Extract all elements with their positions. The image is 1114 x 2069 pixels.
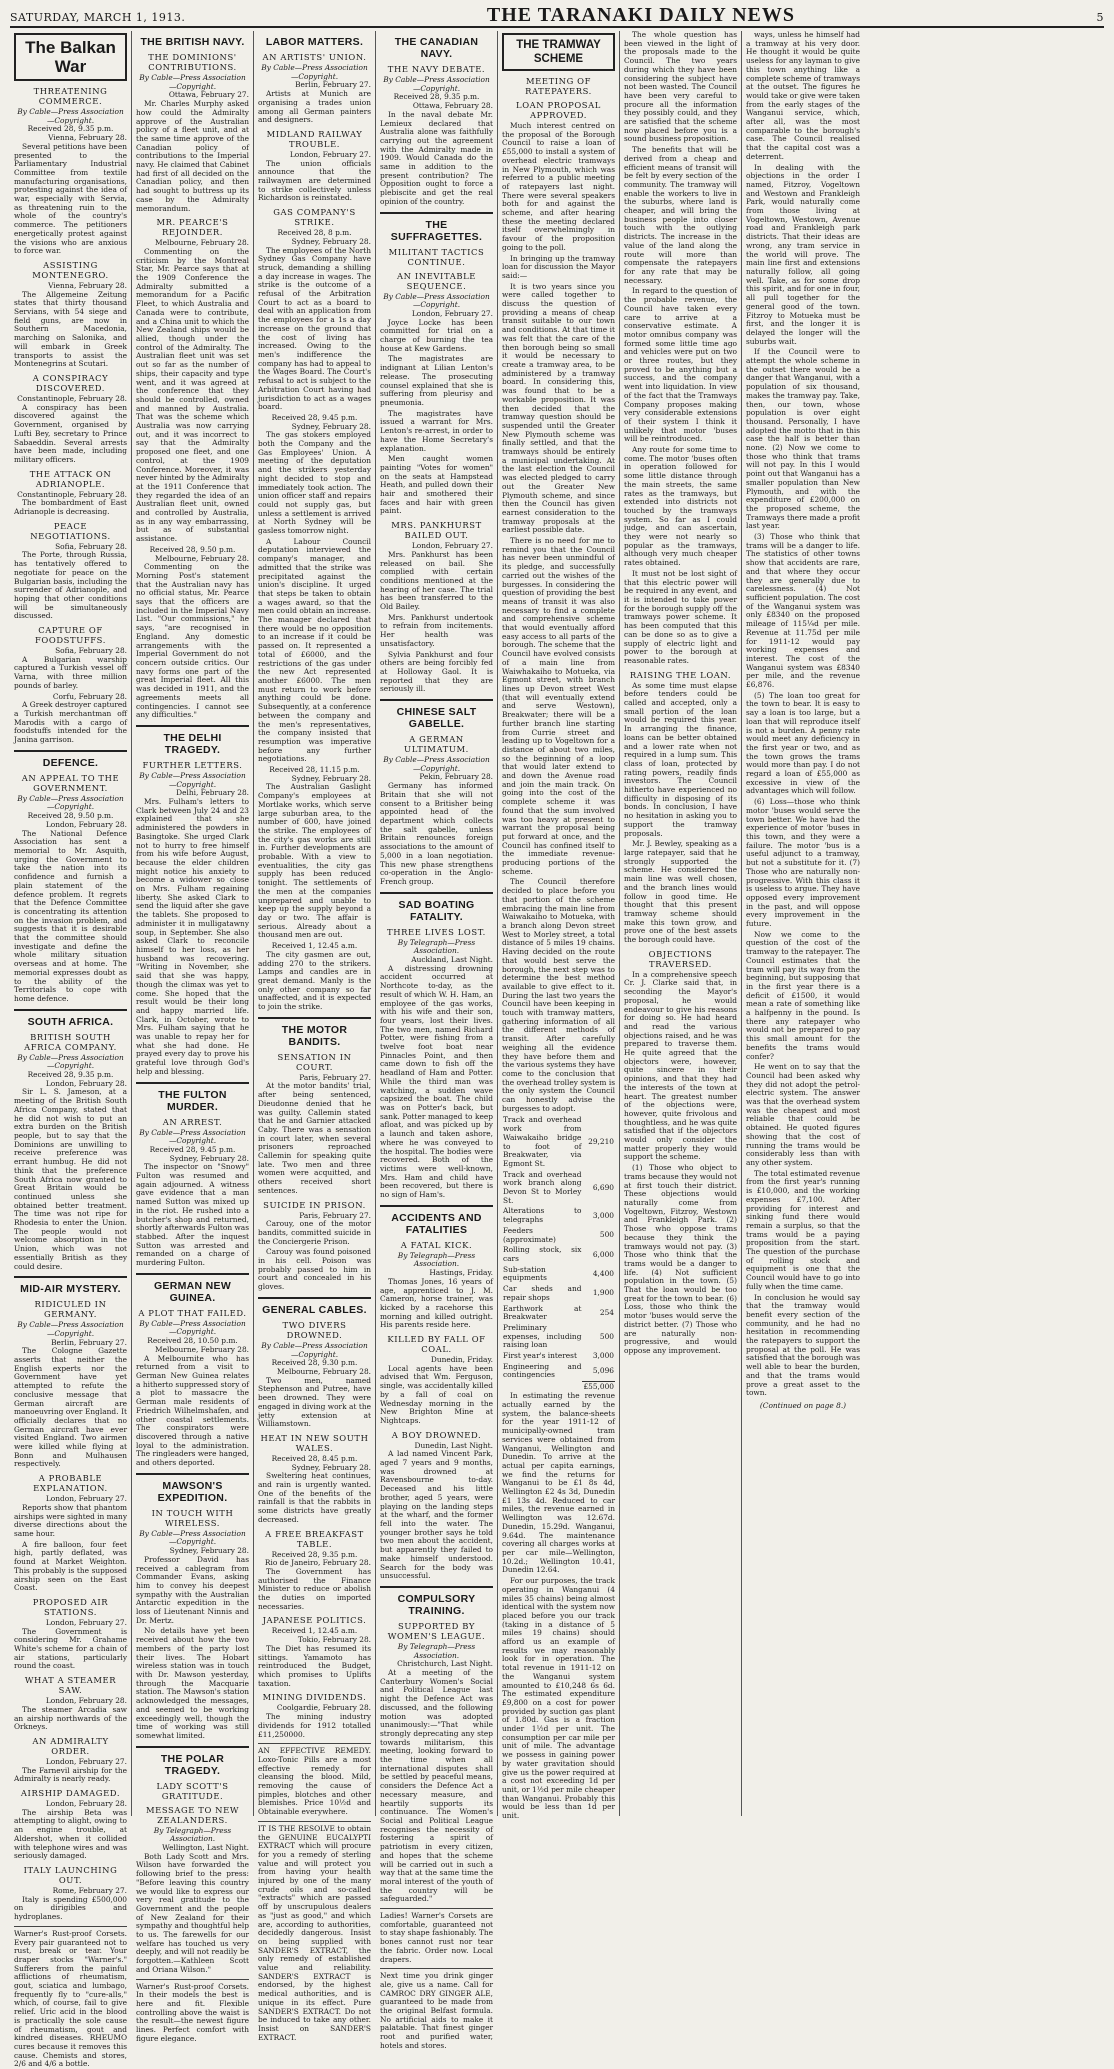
cost-row <box>502 1206 615 1225</box>
subheading: MIDLAND RAILWAY TROUBLE. <box>266 128 363 149</box>
dateline: London, February 27. <box>45 1494 127 1504</box>
subheading: AN INEVITABLE SEQUENCE. <box>397 270 476 291</box>
subheading: AN ADMIRALTY ORDER. <box>32 1735 109 1756</box>
article-paragraph: The steamer Arcadia saw an airship northwards of the Orkneys. <box>14 1704 127 1732</box>
cost-row <box>502 1245 615 1264</box>
dateline: London, February 27. <box>411 541 493 551</box>
article-paragraph: Carouy, one of the motor bandits, committed suicide in the Conciergerie Prison. <box>258 1219 371 1246</box>
section-heading: CHINESE SALT GABELLE. <box>396 706 477 731</box>
dateline: Sydney, February 28. <box>291 1462 371 1472</box>
article-paragraph: The magistrates are indignant at Lilian Lenton's release. The prosecuting counsel explained that she is suffering from pleurisy and pneumonia. <box>380 354 493 407</box>
cost-value: 1,900 <box>592 1288 614 1298</box>
subheading: AN ARTISTS' UNION. <box>262 52 367 62</box>
cost-value: 5,096 <box>592 1365 614 1375</box>
article-paragraph: The Diet has resumed its sittings. Yamamoto has reintroduced the Budget, which promises to Uplifts taxation. <box>258 1643 371 1688</box>
article-paragraph: Both Lady Scott and Mrs. Wilson have forwarded the following brief to the press: "Before leaving this country we would like to express our very real gratitude to the Government and the people of New Zealand for their sympathy and thoughtful help to us. The farewells for our welfare has touched us very deeply, and will not readily be forgotten.—Kathleen Scott and Oriana Wilson." <box>136 1851 249 1974</box>
received-line: Received 28, 9.30 p.m. <box>271 1358 358 1368</box>
received-line: Received 1, 12.45 a.m. <box>271 1626 358 1636</box>
subheading: A GERMAN ULTIMATUM. <box>404 734 469 755</box>
dateline: Vienna, February 28. <box>48 133 127 143</box>
section-heading: GERMAN NEW GUINEA. <box>153 1279 232 1304</box>
cost-value: 3,000 <box>592 1351 614 1361</box>
article-paragraph: The mining industry dividends for 1912 totalled £11,250000. <box>258 1712 371 1739</box>
article-paragraph: Professor David has received a cablegram from Commander Evans, asking him to convey his deepest sympathy with the Australian Antarctic expedition in the loss of Lieutenant Ninnis and Dr. Mertz. <box>136 1554 249 1625</box>
section-heading: GENERAL CABLES. <box>262 1303 367 1316</box>
subheading: A FREE BREAKFAST TABLE. <box>265 1528 364 1549</box>
dateline: London, February 27. <box>411 308 493 318</box>
subheading: OBJECTIONS TRAVERSED. <box>648 948 713 969</box>
byline: By Telegraph—Press Association. <box>397 1250 476 1269</box>
cost-row <box>502 1265 615 1284</box>
article-paragraph: The city gasmen are out, adding 270 to the strikers. Lamps and candles are in great demand. Manly is the only other company so far unaffected, and it is expected to join the strike. <box>258 949 371 1012</box>
article-paragraph: Mrs. Pankhurst undertook to refrain from incitements. Her health was unsatisfactory. <box>380 612 493 648</box>
cost-estimate-table <box>502 1115 615 1392</box>
byline: By Cable—Press Association—Copyright. <box>139 1127 246 1146</box>
section-heading: LABOR MATTERS. <box>265 36 364 48</box>
received-line: Received 1, 12.45 a.m. <box>271 941 358 951</box>
dateline: London, February 27. <box>45 1617 127 1627</box>
cost-value: 254 <box>599 1307 614 1317</box>
cost-item: Preliminary expenses, including raising loan <box>503 1322 582 1350</box>
dateline: Corfu, February 28. <box>52 691 127 701</box>
received-line: Received 28, 11.15 p.m. <box>269 765 360 775</box>
article-paragraph: Italy is spending £500,000 on dirigibles and hydroplanes. <box>14 1894 127 1922</box>
cost-value: 29,210 <box>588 1137 614 1147</box>
article-paragraph: ways, unless he himself had a tramway at his very door. He thought it would be quite useless for any layman to give this town anything like a complete scheme of tramways at the outset. The figures he would take or give were taken from the early stages of the Wanganui service, which, after all, was the most comparable to the borough's case. The Council realised that the capital cost was a deterrent. <box>746 30 860 161</box>
article-paragraph: The Government is considering Mr. Grahame White's scheme for a chain of air stations, particularly round the coast. <box>14 1626 127 1671</box>
cost-value: 500 <box>599 1230 614 1240</box>
dateline: Ottawa, February 27. <box>168 90 249 100</box>
received-line: Received 28, 8.45 p.m. <box>271 1453 358 1463</box>
subheading: THE NAVY DEBATE. <box>387 64 486 74</box>
masthead <box>10 4 1104 28</box>
dateline: Paris, February 27. <box>299 1072 371 1082</box>
subheading: AN APPEAL TO THE GOVERNMENT. <box>21 772 120 793</box>
article-paragraph: As some time must elapse before tenders could be called and accepted, only a small portion of the loan would be required this year. In arranging the finance, loans can be better obtained and a lower rate when not required in a lump sum. This class of loan, protected by rating powers, readily finds investors. The Council hitherto have experienced no difficulty in disposing of its bonds. In conclusion, I have no hesitation in asking you to support the tramway proposals. <box>624 680 737 838</box>
divider <box>258 1297 371 1299</box>
cost-row <box>502 1115 615 1169</box>
cost-item: Track and overhead work from Waiwakaiho bridge to foot of Breakwater, via Egmont St. <box>503 1115 582 1168</box>
dateline: Sydney, February 28. <box>291 773 371 783</box>
subheading: ASSISTING MONTENEGRO. <box>32 259 109 280</box>
subheading: SUPPORTED BY WOMEN'S LEAGUE. <box>387 1620 486 1641</box>
article-paragraph: Commenting on the Morning Post's statement that the Australian navy has no official status, Mr. Pearce says that the officers are included in the Imperial Navy List. "Our commissions," he says, "are recognised in England. Any domestic arrangements with the Imperial Government do not concern outside critics. Our navy forms one part of the great Imperial fleet. All this was decided in 1911, and the agreements meets all contingencies. I cannot see any difficulties." <box>136 562 249 720</box>
advertisement: Next time you drink ginger ale, give us a name. Call for CAMROC DRY GINGER ALE, guaranteed to be made from the original Belfast formula. No artificial aids to make it palatable. That finest ginger root and purified water, hotels and stores. <box>380 1968 493 2050</box>
article-paragraph: For our purposes, the track operating in Wanganui (4 miles 35 chains) being almost identical with the system now placed before you our track (taking in a distance of 5 miles 19 chains) should afford us an example of results we may reasonably look for in operation. The total revenue in 1911-12 on the Wanganui system amounted to £10,248 6s 6d. The estimated expenditure £9,800 on a cost for power provided by suction gas plant of 1.80d. Gas is a fraction under 1½d per unit. The consumption per car mile per unit of mile. The advantage we possess in gaining power by water gravitation should give us the power required at a cost not exceeding 1d per unit, or 1½d per mile cheaper than Wanganui. Probably this would be less than 1d per unit. <box>502 1576 615 1821</box>
subheading: A PROBABLE EXPLANATION. <box>33 1473 108 1494</box>
article-paragraph: Commenting on the criticism by the Montreal Star, Mr. Pearce says that at the 1909 Conference the Admiralty submitted a memorandum for a Pacific Fleet, to which Australia and Canada were to contribute, and a China unit to which the New Zealand ships would be allied, though under the control of the Admiralty. The Australian fleet unit was set out so far as the number of ships, their capacity and type went, and it was agreed at the conference that they should be controlled, owned and manned by Australia. That was the scheme which Australia was now carrying out, and it was incorrect to say that the Admiralty proposed one fleet, and one control, at the 1909 Conference. Moreover, it was never hinted by the Admiralty at the 1911 Conference that they regarded the idea of an Australian fleet unit, owned and controlled by Australia, as in any way embarrassing, but as of substantial assistance. <box>136 246 249 544</box>
article-paragraph: The Australian Gaslight Company's employees at Mortlake works, which serve large suburban area, to the number of 600, have joined the strike. The employees of the city's gas works are still in. Further developments are probable. With a view to eventualities, the city gas supply has been reduced tonight. The settlements of the men at the companies unprepared and unable to keep up the supply beyond a day or two. The affair is serious. Already about a thousand men are out. <box>258 782 371 940</box>
article-paragraph: At a meeting of the Canterbury Women's Social and Political League last night the Defence Act was discussed, and the following motion was adopted unanimously:—"That while strongly deprecating any step towards militarism, this meeting, looking forward to the time when all international disputes shall be settled by peaceful means, considers the Defence Act a necessary measure, and heartily supports its continuance. The Women's Social and Political League recognises the necessity of fostering a spirit of patriotism in every citizen, and hopes that the scheme will be carried out in such a way that at the same time the moral interest of the youth of the country will be safeguarded." <box>380 1668 493 1904</box>
divider <box>380 699 493 701</box>
subheading: WHAT A STEAMER SAW. <box>24 1675 117 1696</box>
dateline: Berlin, February 27. <box>295 80 371 90</box>
byline: By Cable—Press Association—Copyright. <box>261 1340 368 1359</box>
byline: By Cable—Press Association—Copyright. <box>17 1320 124 1338</box>
cost-row <box>502 1170 615 1207</box>
subheading: LOAN PROPOSAL APPROVED. <box>516 100 601 120</box>
article-paragraph: At the motor bandits' trial, after being sentenced, Dieudonne denied that he was guilty. Callemin stated that he and Garnier attacked Caby. There was a sensation in court later, when several prisoners reproached Callemin for speaking quite late. Two men and three women were acquitted, and others received short sentences. <box>258 1081 371 1195</box>
byline: By Cable—Press Association—Copyright. <box>139 1318 246 1337</box>
tramway-scheme-banner: THE TRAMWAY SCHEME <box>502 33 615 71</box>
dateline: Constantinople, February 28. <box>17 393 127 403</box>
section-heading: DEFENCE. <box>42 756 99 769</box>
cost-value: 6,000 <box>592 1249 614 1259</box>
dateline: Auckland, Last Night. <box>411 955 493 965</box>
cost-item: Earthwork at Breakwater <box>503 1303 582 1322</box>
advertisement: Warner's Rust-proof Corsets. Every pair guaranteed not to rust, break or tear. Your draper stocks "Warner's." Sufferers from the painful afflictions of rheumatism, gout, sciatica and lumbago, frequently fly to "cure-alls," which, of course, fail to give relief. Uric acid in the blood is practically the sole cause of rheumatism, gout and kindred diseases. RHEUMO cures because it removes this cause. Chemists and stores, 2/6 and 4/6 a bottle. <box>14 1926 127 2069</box>
dateline: Coolgardie, February 28. <box>276 1703 371 1713</box>
article-paragraph: In dealing with the objections in the order I named, Fitzroy, Vogeltown and Westown and Frankleigh Park, would naturally come from those living at Vogeltown, Westown, Avenue road and Frankleigh park districts. That their ideas are wrong, any tram service in the world will prove. The main line first and extensions naturally follow, all going well. Take, as for some drop this spirit, and for one in four, all pull together for the general good of the town. Fitzroy to Motueka must be first, and the longer it is delayed the longer will the suburbs wait. <box>746 162 860 346</box>
section-heading: THE BRITISH NAVY. <box>140 36 245 48</box>
section-heading: THE FULTON MURDER. <box>158 1088 227 1113</box>
article-paragraph: Artists at Munich are organising a trades union among all German painters and designers. <box>258 89 371 125</box>
cost-item: Rolling stock, six cars <box>503 1245 582 1263</box>
received-line: Received 28, 9.35 p.m. <box>27 1070 114 1080</box>
subheading: AIRSHIP DAMAGED. <box>20 1788 121 1799</box>
article-paragraph: The inspector on "Snowy" Fulton was resumed and again adjourned. A witness gave evidence that a man named Sutton was mixed up in the riot. He rushed into a butcher's shop and returned, shortly afterwards Fulton was stabbed. After the inquest Sutton was arrested and remanded on a charge of murdering Fulton. <box>136 1162 249 1268</box>
article-paragraph: A lad named Vincent Park, aged 7 years and 9 months, was drowned at Ravensbourne to-day. Deceased and his little brother, aged 5 years, were playing on the landing steps at the wharf, and the former fell into the water. The younger brother says he told two men about the accident, but apparently they failed to make himself understood. Search for the body was unsuccessful. <box>380 1449 493 1581</box>
article-paragraph: In the naval debate Mr. Lemieux declared that Australia alone was faithfully carrying out the agreement with the Admiralty made in 1909. Would Canada do the same in addition to the present contribution? The Opposition ought to force a plebiscite and get the real opinion of the country. <box>380 109 493 206</box>
dateline: Rome, February 27. <box>52 1885 127 1895</box>
subheading: SUICIDE IN PRISON. <box>263 1199 366 1210</box>
column-2 <box>132 31 254 2043</box>
advertisement: AN EFFECTIVE REMEDY. Loxo-Tonic Pills are a most effective remedy for cleansing the blood. Mild, removing the cause of pimples, blotches and other blemishes. Price 10½d and Obtainable everywhere. <box>258 1743 371 1817</box>
cost-value: 4,400 <box>592 1269 614 1279</box>
article-paragraph: Men caught women painting "Votes for women" on the seats at Hampstead Heath, and pulled down their hair and smothered their faces and hair with green paint. <box>380 454 493 516</box>
article-paragraph: The Allgemeine Zeitung states that thirty thousand Servians, with 54 siege and field guns, are now in Southern Macedonia, marching on Salonika, and will embark in Greek transports to assist the Montenegrins at Scutari. <box>14 289 127 369</box>
article-paragraph: Any route for some time to come. The motor 'buses often in operation followed for some little distance through the main streets, the same rates as the tramways, but extended into districts not touched by the tramways system. So far as I could judge, and can ascertain, they were not nearly so popular as the tramways, although very much cheaper rates obtained. <box>624 445 737 568</box>
column-7 <box>742 31 864 1816</box>
article-paragraph: Sylvia Pankhurst and four others are being forcibly fed at Holloway Gaol. It is reported that they are seriously ill. <box>380 649 493 694</box>
subheading: MEETING OF RATEPAYERS. <box>525 76 592 96</box>
article-paragraph: The benefits that will be derived from a cheap and efficient means of transit will be felt by every section of the community. The tramway will enable the workers to live in the suburbs, where land is cheaper, and will bring the business people into closer touch with the outlying districts. The increase in the value of the land along the route will more than compensate the ratepayers for any rate that may be necessary. <box>624 145 737 285</box>
dateline: London, February 28. <box>45 819 127 829</box>
dateline: London, February 28. <box>45 1078 127 1088</box>
divider <box>136 1746 249 1748</box>
section-heading: THE POLAR TRAGEDY. <box>160 1752 225 1777</box>
article-paragraph: The National Defence Association has sent a memorial to Mr. Asquith, urging the Government to take the nation into its confidence and furnish a plain statement of the defence problem. It regrets that the Defence Committee is concentrating its attention on the invasion problem, and suggests that it is desirable that the committee should investigate and define the whole military situation overseas and at home. The memorial expresses doubt as to the ability of the Territorials to cope with home defence. <box>14 828 127 1003</box>
article-paragraph: The magistrates have issued a warrant for Mrs. Lenton's re-arrest, in order to have the Home Secretary's explanation. <box>380 408 493 453</box>
cost-row <box>502 1226 615 1245</box>
article-paragraph: The employees of the North Sydney Gas Company have struck, demanding a shilling a day increase in wages. The strike is the outcome of a refusal of the Arbitration Court to act as a board to deal with an application from the employees for a 1s a day increase on the ground that the cost of living has increased. Owing to the men's indifference the company has had to appeal to the Wages Board. The Court's refusal to act is subject to the Arbitration Court having had jurisdiction to act as a wages board. <box>258 245 371 412</box>
subheading: PEACE NEGOTIATIONS. <box>30 520 111 541</box>
byline: By Cable—Press Association—Copyright. <box>383 755 490 773</box>
column-3 <box>254 31 376 2042</box>
dateline: Christchurch, Last Night. <box>397 1659 493 1669</box>
dateline: Wellington, Last Night. <box>162 1843 249 1853</box>
subheading: THREE LIVES LOST. <box>387 926 486 937</box>
byline: By Cable—Press Association—Copyright. <box>383 75 490 93</box>
advertisement: Warner's Rust-proof Corsets. In their models the best is here and fit. Flexible controlling above the waist is the result—the newest figure lines. Perfect comfort with figure elegance. <box>136 1979 249 2044</box>
subheading: LADY SCOTT'S GRATITUDE. <box>156 1780 229 1801</box>
dateline: London, February 27. <box>45 1756 127 1766</box>
subheading: HEAT IN NEW SOUTH WALES. <box>260 1432 369 1453</box>
article-paragraph: The Council therefore decided to place before you that portion of the scheme embracing the main line from Waiwakaiho to Motueka, with a branch along Devon street West to Morley street, a total distance of 5 miles 19 chains. Having decided on the route that would best serve the borough, the next step was to determine the best method available to give effect to it. During the last two years the Council have been keeping in touch with tramway matters, gathering information of all the different methods of transit. After carefully weighing all the evidence they have before them and the various systems they have come to the conclusion that the overhead trolley system is the only system the Council can honestly advise the burgesses to adopt. <box>502 877 615 1113</box>
section-heading: SAD BOATING FATALITY. <box>398 898 475 923</box>
subheading: JAPANESE POLITICS. <box>262 1615 367 1626</box>
section-heading: MAWSON'S EXPEDITION. <box>157 1479 228 1504</box>
article-paragraph: If the Council were to attempt the whole scheme in the outset there would be a danger that Wanganui, with a population of six thousand, makes the tramway pay. Take, then, our town, whose population is over eight thousand. Personally, I have adopted the motto that in this case the half is better than none. (2) Now we come to those who think that trams will not pay. In this I would point out that Wanganui has a smaller population than New Plymouth, and with the expenditure of £200,000 on the proposed scheme, the Tramways there made a profit last year. <box>746 347 860 531</box>
received-line: Received 28, 10.50 p.m. <box>147 1336 238 1346</box>
article-paragraph: (6) Loss—those who think motor 'buses would serve the town better. We have had the experience of motor 'buses in this town, and they were a failure. The motor 'bus is a useful adjunct to a tramway, but not a substitute for it. (7) Those who are naturally non-progressive. With this class it is useless to argue. They have opposed every improvement in the past, and will oppose every improvement in the future. <box>746 797 860 929</box>
divider <box>380 892 493 894</box>
article-paragraph: In bringing up the tramway loan for discussion the Mayor said:— <box>502 253 615 280</box>
divider <box>136 1273 249 1275</box>
dateline: London, February 28. <box>45 1799 127 1809</box>
divider <box>380 1586 493 1588</box>
cost-value: 500 <box>599 1331 614 1341</box>
article-paragraph: The gas stokers employed both the Company and the Gas Employees' Union. A meeting of the deputation and the strikers yesterday night decided to stop and immediately took action. The union officer staff and repairs could not supply gas, but unless a settlement is arrived at North Sydney will be gasless tomorrow night. <box>258 430 371 536</box>
column-6 <box>620 31 742 1816</box>
cost-row <box>502 1284 615 1303</box>
received-line: Received 28, 9.35 p.m. <box>393 92 480 102</box>
byline: By Cable—Press Association—Copyright. <box>17 1052 124 1071</box>
dateline: Paris, February 27. <box>299 1210 371 1220</box>
received-line: Received 28, 9.35 p.m. <box>27 124 114 134</box>
article-paragraph: The Government has authorised the Finance Minister to reduce or abolish the duties on imported necessaries. <box>258 1566 371 1611</box>
dateline: Melbourne, February 28. <box>155 553 249 563</box>
dateline: Dunedin, Friday. <box>430 1355 493 1365</box>
byline: By Telegraph—Press Association. <box>397 937 476 956</box>
divider <box>14 1009 127 1011</box>
cost-item: Alterations to telegraphs <box>503 1206 582 1225</box>
section-heading: THE MOTOR BANDITS. <box>281 1023 348 1048</box>
cost-item: Feeders (approximate) <box>503 1225 556 1244</box>
article-paragraph: A fire balloon, four feet high, partly deflated, was found at Market Weighton. This probably is the supposed airship seen on the East Coast. <box>14 1539 127 1593</box>
article-paragraph: A Labour Council deputation interviewed the company's manager, and admitted that the strike was precipitated against the union's discipline. It urged that steps be taken to obtain a wages award, so that the men could obtain an increase. The manager declared that there would be no opposition to an increase if it could be passed on. It represented a total of £6000, and the restrictions of the gas under the new Act represented another £6000. The men must return to work before anything could be done. Subsequently, at a conference between the company and the men's representatives, the company insisted that resumption was imperative before any further negotiations. <box>258 536 371 764</box>
article-paragraph: Mr. Charles Murphy asked how could the Admiralty approve of the Australian policy of a fleet unit, and at the same time approve of the Canadian policy of contributions to the Imperial navy. He claimed that Cabinet had first of all decided on the Canadian policy, and then had sought to buttress up its case by the Admiralty memorandum. <box>136 99 249 213</box>
balkan-war-banner: The Balkan War <box>14 33 127 81</box>
byline: By Cable—Press Association—Copyright. <box>261 63 368 81</box>
section-heading: THE DELHI TRAGEDY. <box>163 731 222 756</box>
byline: By Cable—Press Association—Copyright. <box>17 107 124 125</box>
byline: By Cable—Press Association—Copyright. <box>139 1528 246 1547</box>
cost-item: Sub-station equipments <box>503 1264 547 1283</box>
subheading: RIDICULED IN GERMANY. <box>34 1299 107 1320</box>
article-paragraph: Germany has informed Britain that she will not consent to a Britisher being appointed head of the department which collects the salt gabelle, unless Britain renounces foreign associations to the amount of 5,000 in a loan negotiation. This new phase strengthens co-operation in the Anglo-French group. <box>380 781 493 886</box>
cost-item: Car sheds and repair shops <box>503 1284 582 1302</box>
subheading: THE ATTACK ON ADRIANOPLE. <box>29 468 112 489</box>
section-heading: MID-AIR MYSTERY. <box>20 1283 121 1296</box>
received-line: Received 28, 9.45 p.m. <box>271 412 358 422</box>
dateline: London, February 28. <box>45 1696 127 1706</box>
article-paragraph: In regard to the question of the probable revenue, the Council have taken every care to arrive at a conservative estimate. A motor omnibus company was formed some little time ago and vehicles were put on two or three routes, but they proved to be anything but a success, and the company went into liquidation. In view of the fact that the Tramways Company proposes making very considerable extensions of their system I think it unlikely that motor 'buses will be reintroduced. <box>624 286 737 444</box>
received-line: Received 28, 9.35 p.m. <box>271 1549 358 1559</box>
article-paragraph: The whole question has been viewed in the light of the proposals made to the Council. The two years during which they have been considering the subject have not been wasted. The Council have been very careful to procure all the information they possibly could, and they are satisfied that the scheme now placed before you is a sound business proposition. <box>624 30 737 144</box>
article-paragraph: Thomas Jones, 16 years of age, apprenticed to J. M. Cameron, horse trainer, was kicked by a racehorse this morning and killed outright. His parents reside here. <box>380 1276 493 1330</box>
subheading: BRITISH SOUTH AFRICA COMPANY. <box>24 1031 117 1052</box>
subheading: SENSATION IN COURT. <box>277 1051 352 1072</box>
article-paragraph: Carouy was found poisoned in his cell. Poison was probably passed to him in court and concealed in his gloves. <box>258 1247 371 1292</box>
issue-date: SATURDAY, MARCH 1, 1913. <box>10 11 186 24</box>
article-paragraph: The Cologne Gazette asserts that neither the English experts nor the Government have yet attempted to refute the conclusive message that German aircraft are manoeuvring over England. It officially declares that no German aircraft have ever visited England. Two airmen were killed while flying at Bonn and Mulhausen respectively. <box>14 1346 127 1469</box>
article-paragraph: Local agents have been advised that Wm. Ferguson, single, was accidentally killed by a fall of coal on Wednesday morning in the New Brighton Mine at Nightcaps. <box>380 1363 493 1425</box>
section-heading: THE CANADIAN NAVY. <box>394 36 479 60</box>
article-paragraph: The Porte, through Russia, has tentatively offered to negotiate for peace on the Bulgarian basis, including the surrender of Adrianople, and hoping that other conditions will be simultaneously discussed. <box>14 550 127 621</box>
cost-row <box>502 1304 615 1323</box>
subheading: TWO DIVERS DROWNED. <box>282 1319 347 1340</box>
column-5 <box>498 31 620 1821</box>
article-paragraph: The Farnevil airship for the Admiralty is nearly ready. <box>14 1765 127 1784</box>
subheading: PROPOSED AIR STATIONS. <box>32 1596 109 1617</box>
article-paragraph: Reports show that phantom airships were sighted in many diverse directions about the same hour. <box>14 1502 127 1538</box>
article-paragraph: It is two years since you were called together to discuss the question of providing a means of cheap transit suitable to our town and conditions. At that time it was felt that the care of the then borough being so small it would be necessary to create a tramway area, to be administered by a tramway board. In considering this, was found that to be a workable proposition. It was then decided that the tramway question should be suspended until the Greater New Plymouth scheme was finally settled, and that the tramways should be entirely a municipal undertaking. At the last election the Council was elected pledged to carry out the Greater New Plymouth scheme, and since then the Council has given earnest consideration to the tramway proposals at the earliest possible date. <box>502 281 615 535</box>
dateline: Constantinople, February 28. <box>17 489 127 499</box>
subheading: AN ARREST. <box>162 1116 223 1127</box>
advertisement: IT IS THE RESOLVE to obtain the GENUINE EUCALYPTI EXTRACT which will procure for you a remedy of sterling value and will protect you from having your health injured by one of the many crude oils and so-called "extracts" which are passed off by unscrupulous dealers as "just as good," and which are, according to authorities, decidedly dangerous. Insist on being supplied with SANDER'S EXTRACT, the only remedy of established value and reliability. SANDER'S EXTRACT is endorsed, by the highest medical authorities, and is unique in its effect. Pure SANDER'S EXTRACT. Do not be induced to take any other. Insist on SANDER'S EXTRACT. <box>258 1821 371 2043</box>
article-paragraph: (3) Those who think that trams will be a danger to life. The statistics of other towns show that accidents are rare, and that where they occur they are generally due to carelessness. (4) Not sufficient population. The cost of the Wanganui system was only £8340 on the proposed mileage of 115¼d per mile. Revenue at 11.75d per mile for 1911-12 would pay working expenses and interest. The cost of the Wanganui system was £8340 per mile, and the revenue £6,876. <box>746 532 860 690</box>
subheading: KILLED BY FALL OF COAL. <box>387 1334 486 1355</box>
dateline: Melbourne, February 28. <box>277 1367 371 1376</box>
dateline: Sydney, February 28. <box>291 421 371 431</box>
received-line: Received 28, 9.50 p.m. <box>149 544 236 554</box>
article-paragraph: In conclusion he would say that the tramway would benefit every section of the community, and he had no hesitation in recommending the ratepayers to support the proposal at the poll. He was satisfied that the borough was well able to bear the burden, and that the trams would prove a great asset to the town. <box>746 1292 860 1398</box>
article-paragraph: Sir L. S. Jameson, at a meeting of the British South Africa Company, stated that he did not wish to put an extra burden on the British people, but to say that the Dominions are unwilling to receive preference was errant humbug. He did not think that the preference South Africa now granted to Great Britain would be continued unless she obtained better treatment. The time was not ripe for Rhodesia to enter the Union. The people would not welcome absorption in the Union, which was not essentially British as they could desire. <box>14 1087 127 1271</box>
subheading: THE DOMINIONS' CONTRIBUTIONS. <box>148 52 237 72</box>
article-paragraph: A Greek destroyer captured a Turkish merchantman off Marodis with a cargo of foodstuffs intended for the Janina garrison. <box>14 700 127 745</box>
dateline: Vienna, February 28. <box>48 280 127 290</box>
subheading: CAPTURE OF FOODSTUFFS. <box>35 625 106 646</box>
divider <box>380 212 493 214</box>
article-paragraph: The union officials announce that the railwaymen are determined to strike collectively unless Richardson is reinstated. <box>258 158 371 203</box>
byline: By Cable—Press Association—Copyright. <box>139 770 246 789</box>
column-4 <box>376 31 498 2050</box>
subheading: MILITANT TACTICS CONTINUE. <box>388 246 485 267</box>
article-paragraph: The airship Beta was attempting to alight, owing to an engine trouble, at Aldershot, when it collided with telephone wires and was seriously damaged. <box>14 1807 127 1861</box>
article-paragraph: (1) Those who object to trams because they would not at first touch their district. These objections would naturally come from Vogeltown, Fitzroy, Westown and Frankleigh Park. (2) Those who oppose trams because they think the tramways would not pay. (3) Those who think that the trams would be a danger to life. (4) Not sufficient population in the town. (5) That the loan would be too great for the town to bear. (6) Loss, those who think the motor 'buses would serve the district better. (7) Those who are naturally non-progressive, and would oppose any improvement. <box>624 1163 737 1355</box>
divider <box>14 750 127 752</box>
article-paragraph: A Bulgarian warship captured a Turkish vessel off Varna, with three million pounds of barley. <box>14 654 127 690</box>
dateline: Pekin, February 28. <box>419 772 493 782</box>
divider <box>136 1082 249 1084</box>
divider <box>14 1276 127 1278</box>
subheading: MR. PEARCE'S REJOINDER. <box>156 217 229 238</box>
cost-item: Engineering and contingencies <box>503 1361 582 1380</box>
dateline: Ottawa, February 28. <box>412 101 493 111</box>
cost-row <box>502 1323 615 1351</box>
received-line: Received 28, 8 p.m. <box>277 228 352 238</box>
subheading: IN TOUCH WITH WIRELESS. <box>151 1507 234 1528</box>
subheading: FURTHER LETTERS. <box>142 759 243 770</box>
dateline: Sydney, February 28. <box>169 1546 249 1556</box>
article-paragraph: Now we come to the question of the cost of the tramway to the ratepayer. The Council estimates that the tram will pay its way from the beginning, but supposing that in the first year there is a deficit of £1500, it would mean a rate of something like a halfpenny in the pound. Is there any ratepayer who would not be prepared to pay this small amount for the benefits the trams would confer? <box>746 929 860 1061</box>
article-paragraph: Sweltering heat continues, and rain is urgently wanted. One of the benefits of the rainfall is that the rabbits in some districts have greatly decreased. <box>258 1471 371 1524</box>
subheading: RAISING THE LOAN. <box>629 669 732 680</box>
cost-item: First year's interest <box>503 1351 577 1361</box>
dateline: Sydney, February 28. <box>169 1153 249 1163</box>
byline: By Cable—Press Association—Copyright. <box>17 793 124 812</box>
section-heading: ACCIDENTS AND FATALITIES <box>391 1211 482 1236</box>
article-paragraph: It must not be lost sight of that this electric power will be required in any event, and it is intended to take power for the borough supply off the tramways power scheme. It has been computed that this can be done so as to give a supply of electric light and power to the borough at reasonable rates. <box>624 568 737 665</box>
article-paragraph: The total estimated revenue from the first year's running is £10,000, and the working expenses £7,100. After providing for interest and sinking fund there would remain a surplus, so that the trams would be a paying proposition from the start. The question of the purchase of rolling stock and equipment is one that the Council would have to go into fully when the time came. <box>746 1168 860 1291</box>
section-heading: THE SUFFRAGETTES. <box>390 218 483 243</box>
dateline: Sofia, February 28. <box>55 646 127 656</box>
article-paragraph: Mr. J. Bewley, speaking as a large ratepayer, said that he strongly supported the scheme. He considered the main line was well chosen, and the branch lines would follow in good time. He thought that this present tramway scheme should make this town grow, and prove one of the best assets the borough could have. <box>624 839 737 945</box>
divider <box>380 1205 493 1207</box>
subheading: MRS. PANKHURST BAILED OUT. <box>391 520 482 541</box>
dateline: Melbourne, February 28. <box>155 238 249 248</box>
article-paragraph: In a comprehensive speech Cr. J. Clarke said that, in seconding the Mayor's proposal, he would endeavour to give his reasons for doing so. He had heard and read the various objections raised, and he was prepared to traverse them. He quite agreed that the objectors were, however, quite sincere in their opinions, and that they had the interests of the town at heart. The greatest number of the objections were, however, quite frivolous and thoughtless, and he was quite satisfied that if the objectors would only consider the matter properly they would support the scheme. <box>624 969 737 1162</box>
article-paragraph: Mrs. Pankhurst has been released on bail. She complied with certain conditions mentioned at the hearing of her case. The trial has been transferred to the Old Bailey. <box>380 549 493 612</box>
article-paragraph: No details have yet been received about how the two members of the party lost their lives. The Hobart wireless station was in touch with Dr. Mawson yesterday, through the Macquarie station. The Mawson's station acknowledged the messages, and seemed to be working exceedingly well, though the time of working was still somewhat limited. <box>136 1626 249 1740</box>
byline: By Telegraph—Press Association. <box>153 1825 232 1844</box>
cost-value: 6,690 <box>592 1182 614 1192</box>
dateline: Sydney, February 28. <box>291 236 371 246</box>
byline: By Cable—Press Association—Copyright. <box>383 291 490 310</box>
dateline: Rio de Janeiro, February 28. <box>264 1558 371 1568</box>
article-paragraph: Two men, named Stephenson and Putree, have been drowned. They were engaged in diving work at the jetty extension at Williamstown. <box>258 1375 371 1429</box>
advertisement: Ladies! Warner's Corsets are comfortable, guaranteed not to stay shape fashionably. The bones cannot rust nor tear the fabric. Order now. Local drapers. <box>380 1908 493 1964</box>
column-1 <box>10 31 132 2069</box>
subheading: A BOY DROWNED. <box>391 1429 482 1440</box>
dateline: Hastings, Friday. <box>429 1268 493 1278</box>
divider <box>136 725 249 727</box>
dateline: Berlin, February 27. <box>51 1337 127 1347</box>
subheading: A FATAL KICK. <box>400 1239 473 1250</box>
dateline: Dunedin, Last Night. <box>414 1440 493 1450</box>
cost-item: Track and overhead work branch along Devon St to Morley St. <box>503 1169 582 1205</box>
divider <box>136 1473 249 1475</box>
article-paragraph: A distressing drowning accident occurred at Northcote to-day, as the result of which W. H. Ham, an employee of the gas works, with his wife and their son, four years, lost their lives. The two men, named Richard Potter, were fishing from a twelve foot boat near Pinnacles Point, and then came down to fish off the headland of Ham and Potter. While the third man was watching, a sudden wave capsized the boat. The child was on Potter's back, but sank. Potter managed to keep afloat, and was picked up by a launch and taken ashore, where he was conveyed to the hospital. The bodies were recovered. Both of the victims were well-known, Mrs. Ham and child have been recovered, but there is no sign of Ham's. <box>380 963 493 1200</box>
received-line: Received 28, 9.45 p.m. <box>149 1144 236 1154</box>
page-number: 5 <box>1096 11 1104 24</box>
cost-total: £55,000 <box>583 1381 614 1391</box>
dateline: Delhi, February 28. <box>176 788 249 798</box>
subheading: MINING DIVIDENDS. <box>262 1692 367 1703</box>
byline: By Cable—Press Association—Copyright. <box>139 73 246 91</box>
cost-value: 3,000 <box>592 1210 614 1220</box>
continued-notice: (Continued on page 8.) <box>759 1400 847 1410</box>
subheading: ITALY LAUNCHING OUT. <box>23 1864 118 1885</box>
byline: By Telegraph—Press Association. <box>397 1641 476 1660</box>
subheading: A CONSPIRACY DISCOVERED. <box>32 372 109 393</box>
cost-row <box>502 1362 615 1381</box>
subheading: GAS COMPANY'S STRIKE. <box>273 207 356 228</box>
cost-row <box>502 1351 615 1362</box>
subheading: THREATENING COMMERCE. <box>33 86 108 106</box>
article-paragraph: Joyce Locke has been committed for trial on a charge of burning the tea house at Kew Gardens. <box>380 317 493 353</box>
dateline: Tokio, February 28. <box>297 1635 371 1645</box>
article-paragraph: The bombardment of East Adrianople is decreasing. <box>14 498 127 517</box>
divider <box>258 1017 371 1019</box>
dateline: Melbourne, February 28. <box>155 1344 249 1354</box>
article-paragraph: (5) The loan too great for the town to bear. It is easy to say a loan is too large, but a loan that will reproduce itself is not a burden. A penny rate would meet any deficiency in the first year or two, and as the town grows the trams would more than pay. I do not regard a loan of £55,000 as excessive in view of the advantages which will follow. <box>746 690 860 796</box>
article-paragraph: A Melbournite who has returned from a visit to German New Guinea relates a hitherto suppressed story of a plot to massacre the German male residents of Friedrich Wilhelmshafen, and other coastal settlements. The conspirators were discovered through a native loyal to the administration. The ringleaders were hanged, and others deported. <box>136 1353 249 1468</box>
columns <box>10 30 1104 2069</box>
article-paragraph: He went on to say that the Council had been asked why they did not adopt the petrol-electric system. The answer was that the overhead system was the cheapest and most reliable that could be obtained. He quoted figures showing that the cost of running the trams would be considerably less than with any other system. <box>746 1062 860 1167</box>
section-heading: SOUTH AFRICA. <box>27 1015 114 1028</box>
dateline: London, February 27. <box>289 149 371 159</box>
dateline: Sofia, February 28. <box>55 541 127 551</box>
section-heading: COMPULSORY TRAINING. <box>397 1592 476 1617</box>
subheading: MESSAGE TO NEW ZEALANDERS. <box>145 1804 240 1825</box>
article-paragraph: There is no need for me to remind you that the Council has never been unmindful of its pledge, and successfully carried out the wishes of the burgesses. In considering the question of providing the best means of transit it was also necessary to find a complete and comprehensive scheme that would eventually afford easy access to all parts of the borough. The scheme that the Council have evolved consists of a main line from Waiwhakaiho to Motueka, via Egmont street, with branch lines up Devon street West (that will eventually extend and serve Westown), Breakwater; there will be a further branch line starting from Currie street and leading up to Vogeltown for a distance of about two miles, so the beginning of a loop that would later extend to and down the Avenue road and join the main track. On going into the cost of the complete scheme it was found that the sum involved was too heavy at present to warrant the proposal being put forward at once, and the Council has confined itself to the immediate revenue-producing portions of the scheme. <box>502 536 615 876</box>
article-paragraph: Mrs. Fulham's letters to Clark between July 24 and 23 explained that she administered the powders in Basingtoke. She urged Clark not to hurry to free himself from his wife before August, because the elder children might notice his anxiety to become a widower so close on Mrs. Fulham regaining liberty. She asked Clark to send the liquid after she gave the tablets. She proposed to administer it in mulligatawny soup, in September. She also asked Clark to reconcile himself to her loss, as her husband was recovering. "Writing in November, she said that she was happy, though the climax was yet to come. She hoped that the result would be their long and happy married life. Clark, in October, wrote to Mrs. Fulham saying that he was unable to repay her for what she had done. He prayed every day to prove his grateful love through God's help and blessing. <box>136 797 249 1076</box>
subheading: A PLOT THAT FAILED. <box>138 1307 247 1318</box>
article-paragraph: Much interest centred on the proposal of the Borough Council to raise a loan of £55,000 to install a system of overhead electric tramways in New Plymouth, which was referred to a public meeting of ratepayers last night. There were several speakers both for and against the scheme, and after hearing these the meeting declared itself overwhelmingly in favour of the proposition going to the poll. <box>502 121 615 252</box>
article-paragraph: Several petitions have been presented to the Parliamentary Industrial Committee from textile manufacturing organisations, protesting against the idea of war, especially with Servia, as threatening ruin to the whole of the country's commerce. The petitioners energetically protest against the visions who are anxious to force war. <box>14 141 127 256</box>
article-paragraph: In estimating the revenue actually earned by the system, the balance-sheets for the year 1911-12 of municipally-owned tram services were obtained from Wanganui, Wellington and Dunedin. To arrive at the actual per capita earnings, we find the returns for Wanganui to be £1 8s 4d, Wellington £2 4s 3d, Dunedin £1 13s 4d. Reduced to car miles, the revenue earned in Wellington was 12.67d. Dunedin, 15.29d. Wanganui, 9.64d. The maintenance covering all charges works at per car mile—Wellington, 10.2d.; Wellington 10.41, Dunedin 12.64. <box>502 1391 615 1575</box>
article-paragraph: A conspiracy has been discovered against the Government, organised by Lufti Bey, secretary to Prince Sabaeddin. Several arrests have been made, including military officers. <box>14 402 127 464</box>
received-line: Received 28, 9.50 p.m. <box>27 811 114 821</box>
newspaper-title: THE TARANAKI DAILY NEWS <box>486 4 795 26</box>
